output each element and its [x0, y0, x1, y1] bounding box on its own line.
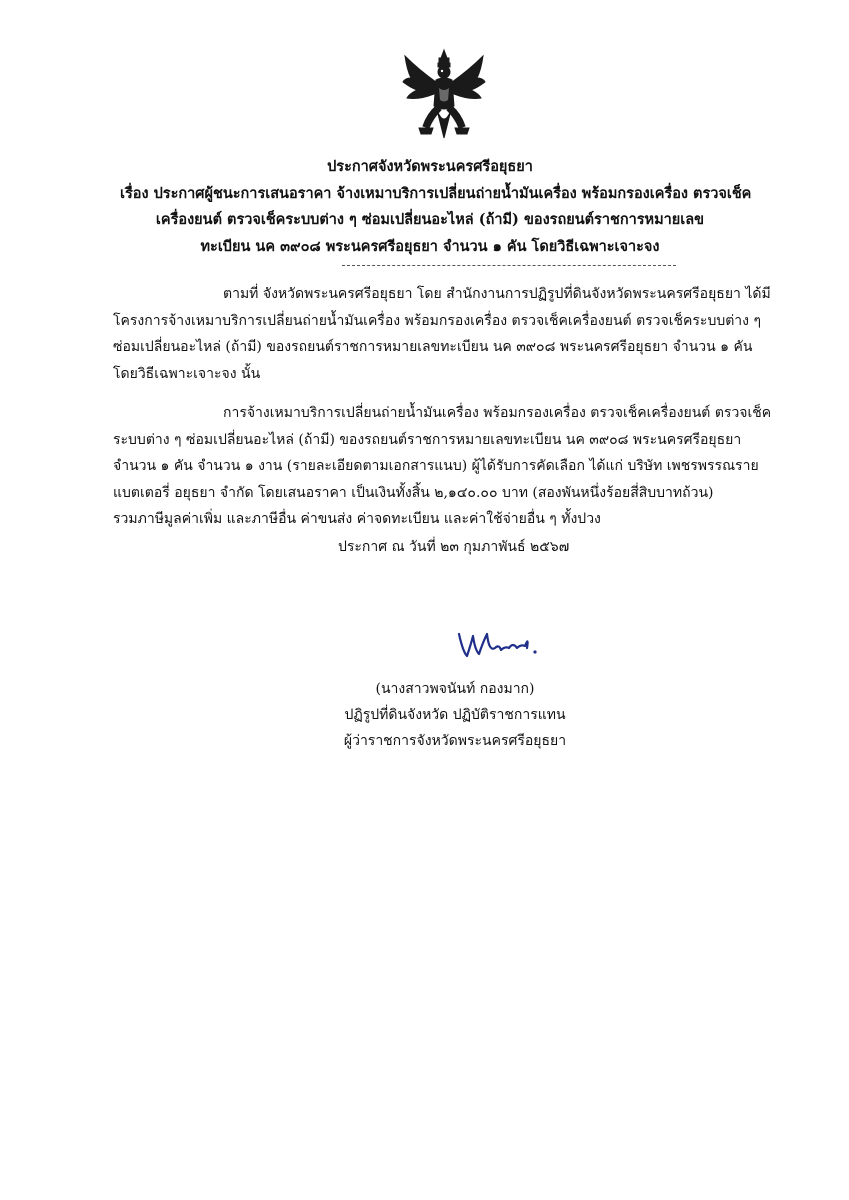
- paragraph-2-line: ระบบต่าง ๆ ซ่อมเปลี่ยนอะไหล่ (ถ้ามี) ของรถยนต์ราชการหมายเลขทะเบียน นค ๓๙๐๘ พระนครศรีอยุธยา: [113, 431, 742, 448]
- title-divider: [342, 265, 676, 266]
- signer-position: ปฏิรูปที่ดินจังหวัด ปฏิบัติราชการแทน: [344, 707, 566, 723]
- signer-block: [320, 676, 590, 754]
- paragraph-2-line: การจ้างเหมาบริการเปลี่ยนถ่ายน้ำมันเครื่อง พร้อมกรองเครื่อง ตรวจเช็คเครื่องยนต์ ตรวจเช็ค: [223, 405, 772, 421]
- signature-mark: [453, 622, 543, 666]
- title-line-3: เครื่องยนต์ ตรวจเช็คระบบต่าง ๆ ซ่อมเปลี่ยนอะไหล่ (ถ้ามี) ของรถยนต์ราชการหมายเลข: [155, 211, 705, 228]
- announce-date: ประกาศ ณ วันที่ ๒๓ กุมภาพันธ์ ๒๕๖๗: [338, 539, 570, 555]
- paragraph-1-line: โดยวิธีเฉพาะเจาะจง นั้น: [113, 365, 261, 382]
- signer-position: ผู้ว่าราชการจังหวัดพระนครศรีอยุธยา: [343, 733, 567, 749]
- title-line-4: ทะเบียน นค ๓๙๐๘ พระนครศรีอยุธยา จำนวน ๑ คัน โดยวิธีเฉพาะเจาะจง: [200, 237, 660, 255]
- signer-name: (นางสาวพจนันท์ กองมาก): [375, 681, 535, 697]
- paragraph-2-line: แบตเตอรี่ อยุธยา จำกัด โดยเสนอราคา เป็นเงินทั้งสิ้น ๒,๑๔๐.๐๐ บาท (สองพันหนึ่งร้อยสี่สิบบาทถ้วน): [113, 484, 714, 501]
- paragraph-1-line: โครงการจ้างเหมาบริการเปลี่ยนถ่ายน้ำมันเครื่อง พร้อมกรองเครื่อง ตรวจเช็คเครื่องยนต์ ตรวจเช็คระบบต่าง ๆ: [113, 312, 761, 329]
- title-line-2: เรื่อง ประกาศผู้ชนะการเสนอราคา จ้างเหมาบริการเปลี่ยนถ่ายน้ำมันเครื่อง พร้อมกรองเครื่อง ตรวจเช็ค: [120, 184, 752, 202]
- paragraph-2: [113, 400, 786, 533]
- paragraph-1-line: ซ่อมเปลี่ยนอะไหล่ (ถ้ามี) ของรถยนต์ราชการหมายเลขทะเบียน นค ๓๙๐๘ พระนครศรีอยุธยา จำนวน ๑ คัน: [113, 339, 753, 356]
- paragraph-1: [113, 281, 786, 387]
- paragraph-1-line: ตามที่ จังหวัดพระนครศรีอยุธยา โดย สำนักงานการปฏิรูปที่ดินจังหวัดพระนครศรีอยุธยา ได้มี: [223, 286, 771, 302]
- paragraph-2-line: รวมภาษีมูลค่าเพิ่ม และภาษีอื่น ค่าขนส่ง ค่าจดทะเบียน และค่าใช้จ่ายอื่น ๆ ทั้งปวง: [113, 511, 601, 528]
- announcement-title: [120, 154, 752, 260]
- title-line-1: ประกาศจังหวัดพระนครศรีอยุธยา: [327, 158, 533, 175]
- garuda-emblem-icon: [401, 48, 487, 144]
- paragraph-2-line: จำนวน ๑ คัน จำนวน ๑ งาน (รายละเอียดตามเอกสารแนบ) ผู้ได้รับการคัดเลือก ได้แก่ บริษัท เพชรพรรณราย: [113, 458, 759, 475]
